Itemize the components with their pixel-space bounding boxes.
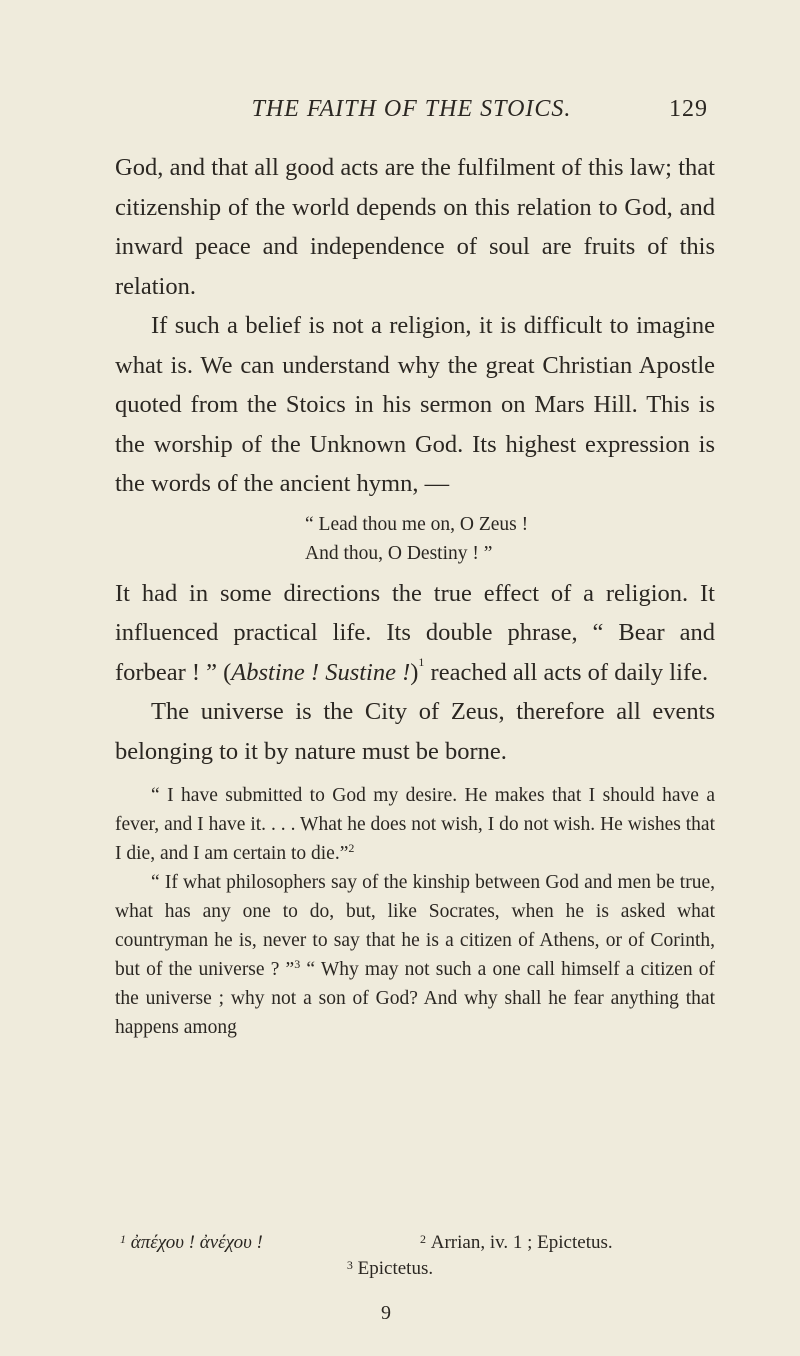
page-number: 129 [669,96,708,122]
signature-number: 9 [381,1302,391,1324]
footnotes [115,1230,715,1282]
quote-2 [115,868,715,1042]
hymn-line-2: And thou, O Destiny ! ” [305,542,493,564]
paragraph-4: The universe is the City of Zeus, therefore all events belonging to it by nature must be borne. [115,698,715,765]
paragraph-1: God, and that all good acts are the fulfilment of this law; that citizenship of the world depends on this relation to God, and inward peace and independence of soul are fruits of this relation. [115,154,715,300]
running-title: THE FAITH OF THE STOICS. [251,96,572,122]
paragraph-3 [115,574,715,693]
paragraph-3-end: reached all acts of daily life. [424,658,709,686]
footnote-3-mark: 3 [346,1258,353,1272]
footnote-2-mark: 2 [420,1232,426,1246]
main-text [115,148,715,1042]
paragraph-3-start: It had in some directions the true effect of a religion. It influenced practical life. Its double phrase, “ Bear and forbear ! ” ( [115,579,715,686]
hymn-line-1: “ Lead thou me on, O Zeus ! [305,513,529,535]
footnote-2 [420,1230,613,1256]
quote-2-text: “ If what philosophers say of the kinship between God and men be true, what has any one to do, but, like Socrates, when he is asked what countryman he is, never to say that he is a citizen of Athens, or of Corinth, but of the universe ? ” [115,872,715,980]
footnote-ref-2: 2 [348,841,355,855]
footnote-2-text: Arrian, iv. 1 ; Epictetus. [430,1232,613,1253]
footnote-ref-3: 3 [294,957,301,971]
quote-1 [115,781,715,868]
paragraph-2: If such a belief is not a religion, it is difficult to imagine what is. We can understand why the great Christian Apostle quoted from the Stoics in his sermon on Mars Hill. This is the worship of the Unknown God. Its highest expression is the words of the ancient hymn, — [115,312,715,497]
signature-mark [0,1302,800,1325]
footnote-1-text: ἀπέχου ! ἀνέχου ! [130,1232,263,1253]
footnote-3 [115,1256,715,1282]
paragraph-3-paren: ) [410,658,419,686]
running-header [115,96,708,136]
footnote-3-text: Epictetus. [357,1258,434,1279]
quote-1-text: “ I have submitted to God my desire. He makes that I should have a fever, and I have it. . . . What he does not wish, I do not wish. He wishes that I die, and I am certain to die.” [115,785,715,864]
latin-phrase: Abstine ! Sustine ! [231,658,411,686]
epictetus-quotes [115,781,715,1042]
footnote-1 [120,1230,263,1256]
hymn-quote [115,510,715,568]
footnote-1-mark: 1 [120,1232,126,1246]
quote-3-text: “ Why may not such a one call himself a citizen of the universe ; why not a son of God? And why shall he fear anything that happens among [115,959,715,1038]
footnote-ref-1: 1 [418,654,425,669]
